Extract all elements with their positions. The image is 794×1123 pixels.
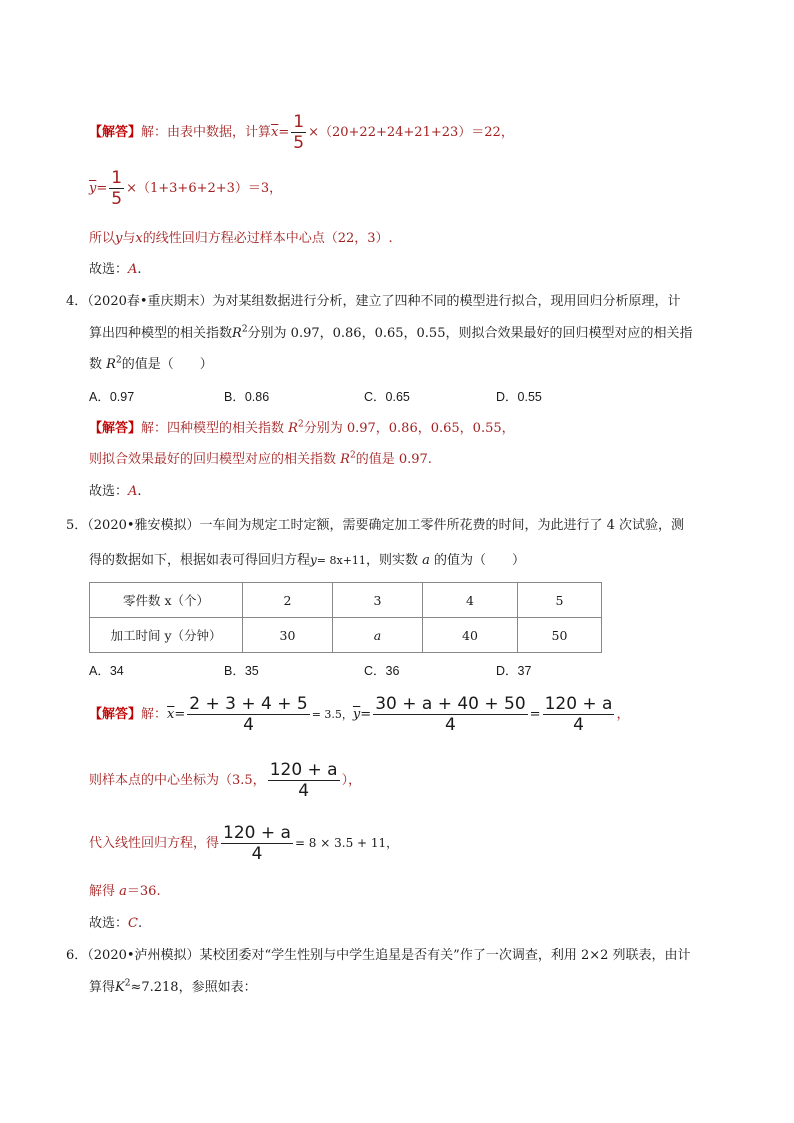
q5-option-b: B．35: [224, 664, 259, 678]
q4-option-a: A．0.97: [89, 390, 135, 404]
answer-tag: 【解答】: [89, 707, 142, 722]
fraction-y-simplified: $\frac{120 + a}{4}$: [544, 694, 613, 735]
table-row: [90, 583, 602, 618]
question-5-line-1: 5．（2020•雅安模拟）一车间为规定工时定额，需要确定加工零件所花费的时间，为此进行了 4 次试验，测: [66, 518, 685, 533]
table-cell: 30: [243, 618, 333, 653]
table-cell: 加工时间 y（分钟）: [90, 618, 243, 653]
table-cell: a: [333, 618, 423, 653]
q4-option-d: D．0.55: [496, 390, 542, 404]
q4-option-c: C．0.65: [364, 390, 410, 404]
question-4-line-1: 4．（2020春•重庆期末）为对某组数据进行分析，建立了四种不同的模型进行拟合，现用回归分析原理，计: [66, 294, 681, 309]
table-cell: 3: [333, 583, 423, 618]
answer-tag: 【解答】: [89, 421, 142, 436]
question-4-line-2: 算出四种模型的相关指数$R^2$分别为 0.97，0.86，0.65，0.55，则拟合效果最好的回归模型对应的相关指: [89, 324, 693, 341]
y-bar: $\overline{y}$: [89, 181, 97, 196]
q5-option-d: D．37: [496, 664, 532, 678]
solution-4-choice: 故选：A.: [89, 484, 142, 499]
solution-5-line-3: 代入线性回归方程，得 $\frac{120 + a}{4}$ = 8 × 3.5 + 11，: [89, 823, 399, 864]
solution-3-choice: 故选：A.: [89, 262, 142, 277]
solution-4-line-2: 则拟合效果最好的回归模型对应的相关指数 $R^2$的值是 0.97.: [89, 450, 432, 467]
table-cell: 5: [518, 583, 602, 618]
solution-3-line-1: 【解答】解：由表中数据，计算$\overline{x}=$ $\frac{1}{5}$ ×（20+22+24+21+23）＝22，: [89, 112, 514, 153]
table-cell: 零件数 x（个）: [90, 583, 243, 618]
fraction-one-fifth: $\frac{1}{5}$: [111, 168, 123, 209]
table-cell: 2: [243, 583, 333, 618]
q5-option-c: C．36: [364, 664, 400, 678]
solution-4-line-1: 【解答】解：四种模型的相关指数 $R^2$分别为 0.97，0.86，0.65，0.55，: [89, 419, 515, 436]
fraction-center: $\frac{120 + a}{4}$: [269, 760, 338, 801]
fraction-x-mean: $\frac{2 + 3 + 4 + 5}{4}$: [189, 694, 308, 735]
fraction-substitute: $\frac{120 + a}{4}$: [223, 823, 291, 864]
solution-5-line-2: 则样本点的中心坐标为（3.5， $\frac{120 + a}{4}$ ），: [89, 760, 362, 801]
table-cell: 40: [423, 618, 518, 653]
table-row: [90, 618, 602, 653]
q5-option-a: A．34: [89, 664, 124, 678]
answer-tag: 【解答】: [89, 125, 142, 140]
solution-3-line-2: $\overline{y}=$ $\frac{1}{5}$ ×（1+3+6+2+3）＝3，: [89, 168, 283, 209]
solution-3-line-3: 所以y与x的线性回归方程必过样本中心点（22，3）.: [89, 231, 393, 246]
table-cell: 50: [518, 618, 602, 653]
question-5-line-2: 得的数据如下，根据如表可得回归方程y= 8x+11，则实数 a 的值为（ ）: [89, 553, 526, 568]
question-4-line-3: 数 $R^2$的值是（ ）: [89, 355, 213, 372]
q4-option-b: B．0.86: [224, 390, 270, 404]
question-6-line-2: 算得$K^2\approx 7.218$，参照如表：: [89, 978, 257, 995]
table-cell: 4: [423, 583, 518, 618]
fraction-y-mean: $\frac{30 + a + 40 + 50}{4}$: [375, 694, 526, 735]
x-bar: $\overline{x}$: [271, 125, 279, 140]
question-6-line-1: 6．（2020•泸州模拟）某校团委对“学生性别与中学生追星是否有关”作了一次调查，利用 2×2 列联表，由计: [66, 948, 691, 963]
data-table: [89, 582, 602, 653]
solution-5-line-4: 解得 a＝36.: [89, 884, 161, 899]
solution-5-line-1: 【解答】解：$\overline{x}=$ $\frac{2 + 3 + 4 + 5}{4}$ = 3.5，$\overline{y}=$ $\frac{30 + a + 40 + 50}{4}$ = $\frac{120 + a}{4}$ ，: [89, 694, 630, 735]
solution-5-choice: 故选：C.: [89, 916, 143, 931]
fraction-one-fifth: $\frac{1}{5}$: [293, 112, 305, 153]
